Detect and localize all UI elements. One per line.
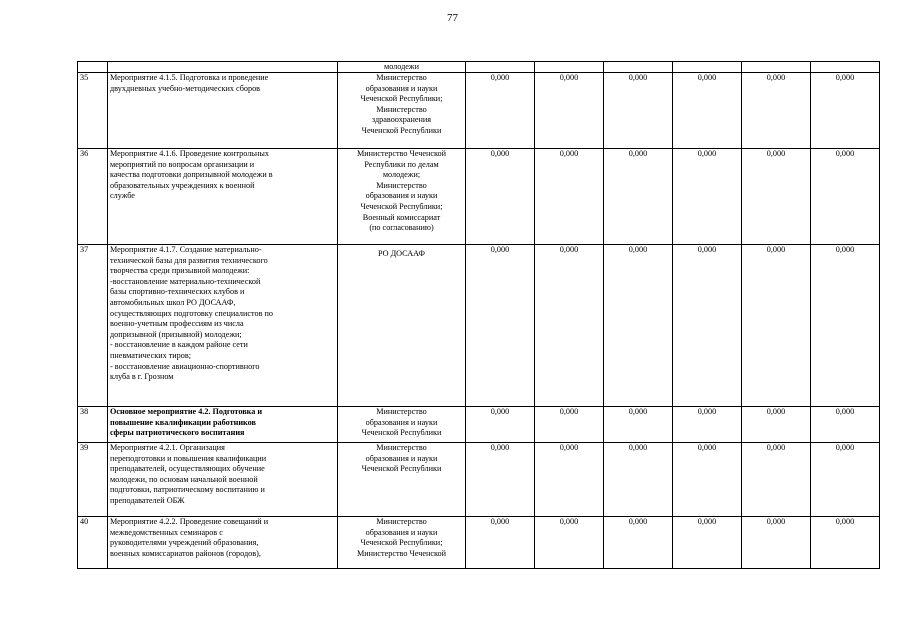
value-cell	[466, 62, 535, 73]
table-row	[78, 407, 880, 443]
value-cell: 0,000	[742, 149, 811, 245]
responsible-org-cell	[338, 407, 466, 443]
responsible-org-line: образования и науки	[365, 417, 438, 427]
value-cell: 0,000	[811, 443, 880, 517]
description-line: Мероприятие 4.1.6. Проведение контрольных	[110, 149, 270, 158]
responsible-org-line: Республики по делам	[364, 159, 439, 169]
value-cell: 0,000	[742, 245, 811, 407]
row-number-cell: 37	[78, 245, 108, 407]
description-cell	[108, 517, 338, 569]
value-cell: 0,000	[673, 245, 742, 407]
description-line: службе	[110, 191, 135, 201]
value-cell	[811, 62, 880, 73]
value-cell	[535, 62, 604, 73]
description-cell	[108, 73, 338, 149]
responsible-org-cell	[338, 245, 466, 407]
description-cell	[108, 62, 338, 73]
responsible-org-cell	[338, 443, 466, 517]
description-line: преподавателей, осуществляющих обучение	[110, 464, 265, 474]
responsible-org-line: молодежи;	[382, 170, 421, 180]
table-row-continuation	[78, 62, 880, 73]
value-cell: 0,000	[673, 517, 742, 569]
value-cell: 0,000	[811, 407, 880, 443]
row-number-cell: 40	[78, 517, 108, 569]
row-number-cell	[78, 62, 108, 73]
description-line: -восстановление материально-технической	[110, 276, 261, 286]
responsible-org-line: Чеченской Республики;	[360, 201, 443, 211]
value-cell: 0,000	[535, 517, 604, 569]
value-cell: 0,000	[604, 73, 673, 149]
description-line: сферы патриотического воспитания	[110, 428, 245, 438]
row-number-cell: 36	[78, 149, 108, 245]
value-cell: 0,000	[742, 407, 811, 443]
description-cell	[108, 149, 338, 245]
description-line: повышение квалификации работников	[110, 417, 256, 427]
value-cell: 0,000	[673, 407, 742, 443]
value-cell: 0,000	[604, 245, 673, 407]
description-line: мероприятий по вопросам организации и	[110, 159, 255, 169]
responsible-org-cell: молодежи	[338, 62, 466, 73]
description-line: образовательных учреждениях к военной	[110, 180, 255, 190]
description-cell	[108, 443, 338, 517]
value-cell: 0,000	[466, 443, 535, 517]
responsible-org-line: Министерство	[376, 73, 427, 82]
responsible-org-line: Министерство Чеченской	[356, 149, 447, 158]
description-line: молодежи, по основам начальной военной	[110, 474, 258, 484]
value-cell: 0,000	[811, 245, 880, 407]
description-line: осуществляющих подготовку специалистов по	[110, 308, 273, 318]
description-line: базы спортивно-технических клубов и	[110, 287, 245, 297]
value-cell: 0,000	[811, 517, 880, 569]
responsible-org-line: (по согласованию)	[369, 223, 434, 233]
value-cell: 0,000	[535, 73, 604, 149]
responsible-org-cell	[338, 149, 466, 245]
row-number-cell: 39	[78, 443, 108, 517]
value-cell: 0,000	[604, 149, 673, 245]
description-line: Мероприятие 4.2.2. Проведение совещаний и	[110, 517, 269, 526]
table-row	[78, 443, 880, 517]
value-cell: 0,000	[604, 517, 673, 569]
value-cell: 0,000	[466, 73, 535, 149]
value-cell: 0,000	[811, 73, 880, 149]
responsible-org-line: Военный комиссариат	[362, 212, 441, 222]
responsible-org-line: Чеченской Республики	[361, 464, 442, 474]
value-cell: 0,000	[535, 149, 604, 245]
responsible-org-line: образования и науки	[365, 527, 438, 537]
description-cell	[108, 407, 338, 443]
program-measures-table	[77, 61, 880, 569]
description-line: творчества среди призывной молодежи:	[110, 266, 250, 276]
responsible-org-line: образования и науки	[365, 191, 438, 201]
responsible-org-line: здравоохранения	[371, 115, 432, 125]
value-cell: 0,000	[811, 149, 880, 245]
value-cell: 0,000	[604, 443, 673, 517]
description-line: межведомственных семинаров с	[110, 527, 223, 537]
description-line: преподавателей ОБЖ	[110, 495, 185, 505]
responsible-org-line: образования и науки	[365, 83, 438, 93]
responsible-org-line: Министерство	[376, 104, 427, 114]
description-line: качества подготовки допризывной молодежи в	[110, 170, 273, 180]
responsible-org-line: Чеченской Республики	[361, 125, 442, 135]
description-line: Мероприятие 4.1.7. Создание материально-	[110, 245, 262, 254]
description-line: руководителями учреждений образования,	[110, 538, 259, 548]
value-cell: 0,000	[604, 407, 673, 443]
description-line: - восстановление в каждом районе сети	[110, 340, 248, 350]
table-row	[78, 149, 880, 245]
description-line: двухдневных учебно-методических сборов	[110, 83, 261, 93]
description-line: военных комиссариатов районов (городов),	[110, 548, 261, 558]
description-line: допризывной (призывной) молодежи;	[110, 329, 242, 339]
value-cell: 0,000	[535, 443, 604, 517]
responsible-org-line: Чеченской Республики	[361, 428, 442, 438]
value-cell	[673, 62, 742, 73]
responsible-org-line: Министерство	[376, 443, 427, 452]
description-line: - восстановление авиационно-спортивного	[110, 361, 260, 371]
value-cell: 0,000	[673, 149, 742, 245]
description-line: Основное мероприятие 4.2. Подготовка и	[110, 407, 263, 416]
value-cell: 0,000	[466, 517, 535, 569]
table-row	[78, 245, 880, 407]
responsible-org-cell	[338, 73, 466, 149]
row-number-cell: 38	[78, 407, 108, 443]
description-line: переподготовки и повышения квалификации	[110, 453, 267, 463]
description-line: Мероприятие 4.1.5. Подготовка и проведение	[110, 73, 269, 82]
responsible-org-line: Чеченской Республики;	[360, 538, 443, 548]
description-line: пневматических тиров;	[110, 350, 192, 360]
description-line: военно-учетным профессиям из числа	[110, 319, 244, 329]
value-cell: 0,000	[466, 245, 535, 407]
table-row	[78, 73, 880, 149]
description-line: клуба в г. Грозном	[110, 372, 174, 382]
value-cell: 0,000	[742, 517, 811, 569]
responsible-org-line: Чеченской Республики;	[360, 94, 443, 104]
responsible-org-cell	[338, 517, 466, 569]
value-cell: 0,000	[673, 73, 742, 149]
value-cell: 0,000	[535, 245, 604, 407]
value-cell	[742, 62, 811, 73]
responsible-org-line: РО ДОСААФ	[377, 249, 426, 258]
description-line: подготовки, патриотическому воспитанию и	[110, 485, 265, 495]
value-cell: 0,000	[673, 443, 742, 517]
responsible-org-line: Министерство	[376, 517, 427, 526]
value-cell: 0,000	[535, 407, 604, 443]
description-cell	[108, 245, 338, 407]
value-cell: 0,000	[742, 443, 811, 517]
row-number-cell: 35	[78, 73, 108, 149]
responsible-org-line: Министерство	[376, 407, 427, 416]
responsible-org-line: Министерство Чеченской	[356, 548, 447, 558]
value-cell: 0,000	[466, 407, 535, 443]
page-number: 77	[447, 12, 458, 24]
description-line: Мероприятие 4.2.1. Организация	[110, 443, 225, 452]
value-cell	[604, 62, 673, 73]
table-row	[78, 517, 880, 569]
value-cell: 0,000	[742, 73, 811, 149]
responsible-org-line: Министерство	[376, 180, 427, 190]
responsible-org-line: образования и науки	[365, 453, 438, 463]
value-cell: 0,000	[466, 149, 535, 245]
description-line: автомобильных школ РО ДОСААФ,	[110, 297, 236, 307]
description-line: технической базы для развития технического	[110, 255, 268, 265]
